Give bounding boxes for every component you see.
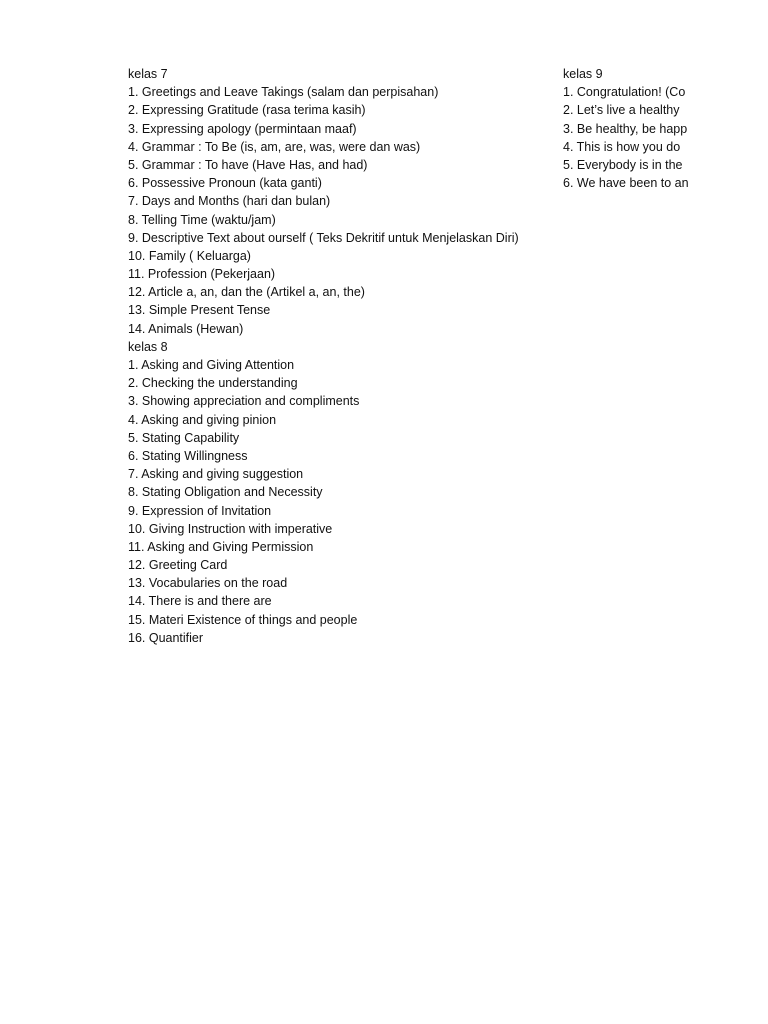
kelas7-item: 7. Days and Months (hari dan bulan) [128, 194, 331, 209]
kelas7-heading: kelas 7 [128, 67, 168, 81]
kelas8-item: 6. Stating Willingness [128, 448, 248, 463]
kelas9-item: 1. Congratulation! (Co [563, 85, 686, 100]
kelas8-item: 8. Stating Obligation and Necessity [128, 485, 323, 500]
kelas8-item: 10. Giving Instruction with imperative [128, 521, 333, 536]
kelas7-item: 2. Expressing Gratitude (rasa terima kasih) [128, 103, 366, 118]
left-column [128, 65, 519, 647]
kelas8-item: 7. Asking and giving suggestion [128, 467, 304, 482]
kelas8-item: 1. Asking and Giving Attention [128, 358, 295, 372]
kelas8-item: 16. Quantifier [128, 630, 204, 645]
kelas7-item: 5. Grammar : To have (Have Has, and had) [128, 157, 368, 172]
kelas8-heading: kelas 8 [128, 339, 168, 354]
right-column [563, 65, 768, 192]
kelas8-item: 15. Materi Existence of things and people [128, 612, 358, 627]
kelas7-item: 3. Expressing apology (permintaan maaf) [128, 121, 357, 136]
kelas9-item: 3. Be healthy, be happ [563, 121, 688, 136]
kelas8-item: 4. Asking and giving pinion [128, 412, 277, 427]
kelas7-item: 14. Animals (Hewan) [128, 321, 244, 336]
kelas7-item: 6. Possessive Pronoun (kata ganti) [128, 176, 322, 191]
kelas7-item: 1. Greetings and Leave Takings (salam dan perpisahan) [128, 85, 439, 100]
kelas9-item: 6. We have been to an [563, 176, 689, 191]
kelas8-item: 12. Greeting Card [128, 558, 228, 573]
kelas8-item: 9. Expression of Invitation [128, 503, 272, 518]
kelas7-item: 11. Profession (Pekerjaan) [128, 267, 276, 282]
kelas7-item: 8. Telling Time (waktu/jam) [128, 212, 276, 227]
kelas8-item: 3. Showing appreciation and compliments [128, 394, 360, 409]
kelas7-item: 9. Descriptive Text about ourself ( Teks Dekritif untuk Menjelaskan Diri) [128, 230, 519, 245]
kelas9-item: 5. Everybody is in the [563, 157, 683, 172]
kelas8-item: 14. There is and there are [128, 594, 272, 609]
kelas9-item: 4. This is how you do [563, 139, 681, 154]
kelas8-item: 13. Vocabularies on the road [128, 576, 288, 591]
kelas8-item: 11. Asking and Giving Permission [128, 539, 314, 554]
kelas7-item: 13. Simple Present Tense [128, 303, 271, 318]
kelas7-item: 10. Family ( Keluarga) [128, 248, 251, 263]
kelas9-item: 2. Let’s live a healthy [563, 103, 680, 118]
kelas7-item: 12. Article a, an, dan the (Artikel a, an, the) [128, 285, 365, 300]
kelas8-item: 2. Checking the understanding [128, 376, 298, 391]
kelas7-item: 4. Grammar : To Be (is, am, are, was, were dan was) [128, 139, 421, 154]
kelas9-heading: kelas 9 [563, 67, 603, 81]
kelas8-item: 5. Stating Capability [128, 430, 240, 445]
